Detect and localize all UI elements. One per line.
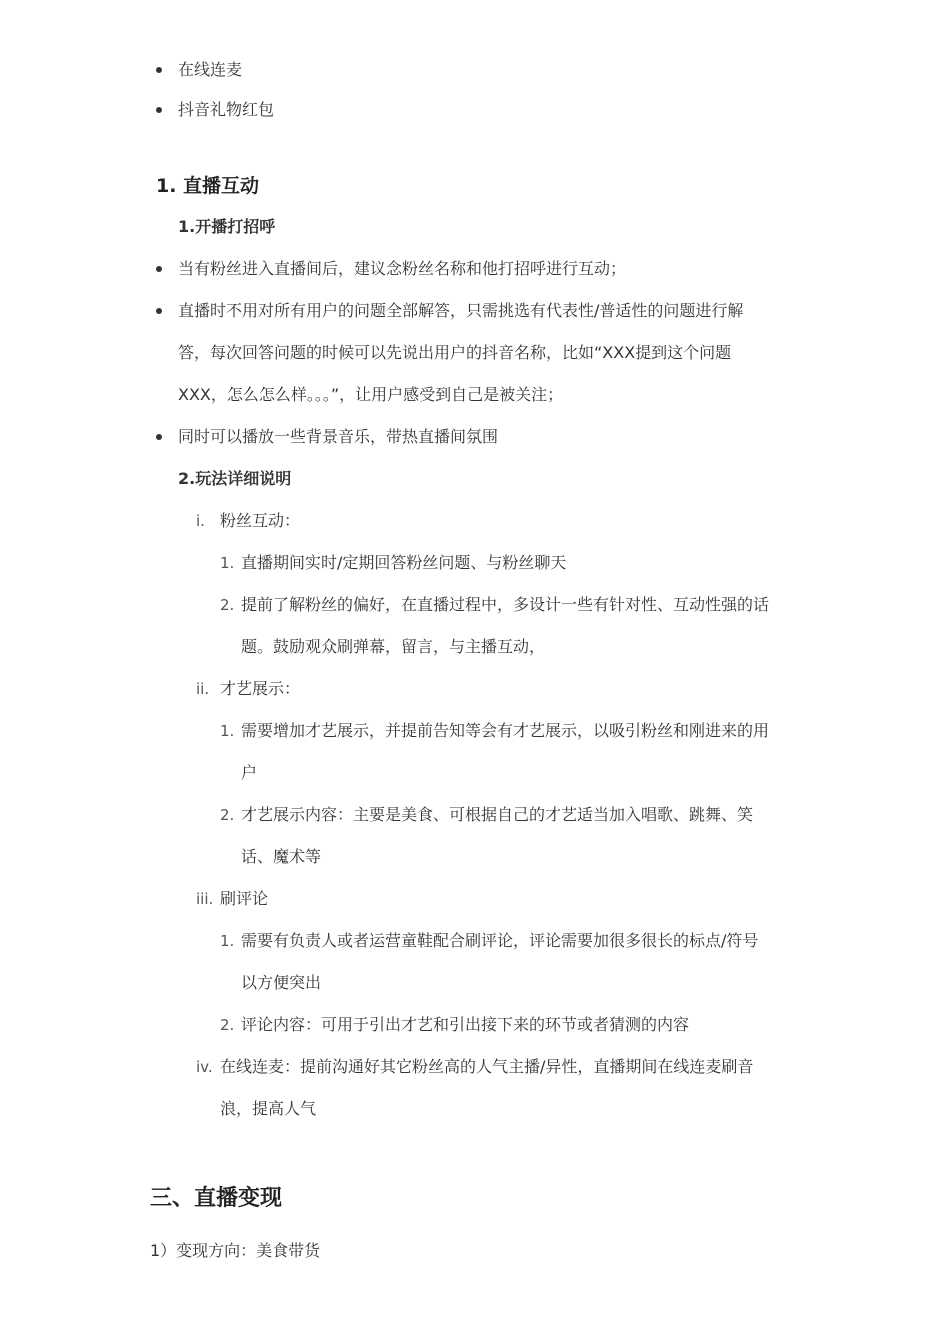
section-heading-monetization: 三、直播变现 [150, 1186, 283, 1211]
number-marker: 1. [220, 932, 235, 950]
talent-show-point-2-line-1: 才艺展示内容：主要是美食、可根据自己的才艺适当加入唱歌、跳舞、笑 [241, 805, 754, 824]
item-online-mic-line-2: 浪，提高人气 [220, 1099, 317, 1118]
talent-show-point-1-line-2: 户 [241, 763, 258, 782]
number-marker: 2. [220, 1016, 235, 1034]
bullet-dot [156, 107, 162, 113]
fan-interaction-point-2-line-1: 提前了解粉丝的偏好，在直播过程中，多设计一些有针对性、互动性强的话 [241, 595, 770, 614]
bullet-online-mic: 在线连麦 [178, 60, 243, 79]
number-marker: 2. [220, 806, 235, 824]
roman-marker: iii. [196, 890, 214, 908]
number-marker: 2. [220, 596, 235, 614]
greeting-bullet-3: 同时可以播放一些背景音乐，带热直播间氛围 [178, 427, 499, 446]
bullet-dot [156, 266, 162, 272]
item-fan-interaction: 粉丝互动： [220, 511, 301, 530]
roman-marker: iv. [196, 1058, 213, 1076]
greeting-bullet-2-line-1: 直播时不用对所有用户的问题全部解答，只需挑选有代表性/普适性的问题进行解 [178, 301, 744, 320]
item-online-mic-line-1: 在线连麦：提前沟通好其它粉丝高的人气主播/异性，直播期间在线连麦刷音 [220, 1057, 754, 1076]
monetization-direction: 1）变现方向：美食带货 [150, 1241, 321, 1260]
bullet-dot [156, 67, 162, 73]
number-marker: 1. [220, 554, 235, 572]
comment-point-1-line-1: 需要有负责人或者运营童鞋配合刷评论，评论需要加很多很长的标点/符号 [241, 931, 759, 950]
comment-point-2: 评论内容：可用于引出才艺和引出接下来的环节或者猜测的内容 [241, 1015, 690, 1034]
greeting-bullet-2-line-2: 答，每次回答问题的时候可以先说出用户的抖音名称，比如“XXX提到这个问题 [178, 343, 732, 362]
subheading-greeting: 1.开播打招呼 [178, 217, 276, 236]
greeting-bullet-2-line-3: XXX，怎么怎么样。。。”，让用户感受到自己是被关注； [178, 385, 564, 404]
bullet-douyin-gift: 抖音礼物红包 [178, 100, 275, 119]
subheading-gameplay-details: 2.玩法详细说明 [178, 469, 292, 488]
roman-marker: ii. [196, 680, 210, 698]
number-marker: 1. [220, 722, 235, 740]
greeting-bullet-1: 当有粉丝进入直播间后，建议念粉丝名称和他打招呼进行互动； [178, 259, 627, 278]
section-heading-live-interaction: 1. 直播互动 [156, 175, 260, 197]
fan-interaction-point-1: 直播期间实时/定期回答粉丝问题、与粉丝聊天 [241, 553, 567, 572]
talent-show-point-1-line-1: 需要增加才艺展示，并提前告知等会有才艺展示，以吸引粉丝和刚进来的用 [241, 721, 770, 740]
talent-show-point-2-line-2: 话、魔术等 [241, 847, 322, 866]
bullet-dot [156, 308, 162, 314]
roman-marker: i. [196, 512, 205, 530]
comment-point-1-line-2: 以方便突出 [241, 973, 322, 992]
bullet-dot [156, 434, 162, 440]
item-comment-boost: 刷评论 [220, 889, 269, 908]
item-talent-show: 才艺展示： [220, 679, 301, 698]
fan-interaction-point-2-line-2: 题。鼓励观众刷弹幕，留言，与主播互动， [241, 637, 546, 656]
